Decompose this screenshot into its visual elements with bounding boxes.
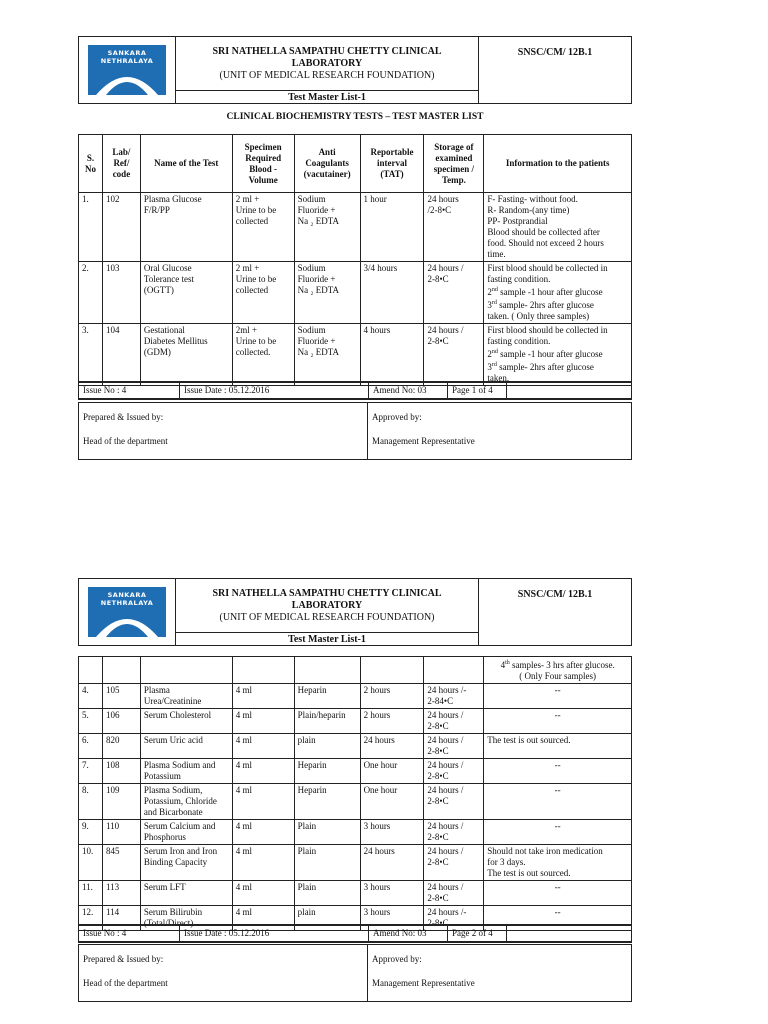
cell-volume: 2 ml + Urine to be collected: [232, 262, 294, 324]
cell-anticoagulant: Heparin: [294, 784, 360, 820]
logo-cell: [79, 37, 176, 104]
cell-storage: 24 hours / 2-8•C: [424, 881, 484, 906]
cell-volume: 4 ml: [232, 845, 294, 881]
cell-anticoagulant: plain: [294, 734, 360, 759]
cell-info: --: [484, 820, 632, 845]
cell-info: --: [484, 906, 632, 931]
cell-info: Should not take iron medication for 3 days. The test is out sourced.: [484, 845, 632, 881]
page-2-header: [78, 578, 632, 646]
cell-tat: 3 hours: [360, 820, 424, 845]
col-lab: Lab/ Ref/ code: [102, 135, 140, 193]
lab-name-line-2: LABORATORY: [291, 599, 363, 611]
cell-code: 820: [102, 734, 140, 759]
lab-unit: (UNIT OF MEDICAL RESEARCH FOUNDATION): [219, 69, 435, 81]
cell-anticoagulant: Heparin: [294, 759, 360, 784]
cell-storage: 24 hours / 2-8•C: [424, 734, 484, 759]
cell-info: First blood should be collected in fasting condition. 2nd sample -1 hour after glucose 3rd sample- 2hrs after glucose taken.: [484, 324, 632, 386]
cell-tat: 2 hours: [360, 684, 424, 709]
cell-anticoagulant: Plain: [294, 881, 360, 906]
cell-volume: 4 ml: [232, 734, 294, 759]
cell-storage: 24 hours / 2-8•C: [424, 709, 484, 734]
table-row: [79, 193, 632, 262]
col-anti: Anti Coagulants (vacutainer): [294, 135, 360, 193]
cell-info: --: [484, 759, 632, 784]
table-row: [79, 845, 632, 881]
cell-storage: 24 hours / 2-8•C: [424, 324, 484, 386]
cell-info: --: [484, 709, 632, 734]
cell-sno: 2.: [79, 262, 103, 324]
approved-block: Approved by: Management Representative: [368, 945, 632, 1002]
table-row: [79, 881, 632, 906]
prepared-block: Prepared & Issued by: Head of the department: [79, 945, 368, 1002]
cell-test-name: Plasma Urea/Creatinine: [140, 684, 232, 709]
issue-blank: [507, 382, 632, 399]
table-row: [79, 262, 632, 324]
cell-test-name: Plasma Sodium and Potassium: [140, 759, 232, 784]
cell-test-name: Plasma Glucose F/R/PP: [140, 193, 232, 262]
cell-anticoagulant: Plain: [294, 845, 360, 881]
cell-tat: One hour: [360, 784, 424, 820]
section-title: CLINICAL BIOCHEMISTRY TESTS – TEST MASTER LIST: [226, 112, 484, 122]
cell-code: 104: [102, 324, 140, 386]
issue-date: Issue Date : 05.12.2016: [180, 925, 369, 942]
cell-storage: 24 hours / 2-8•C: [424, 784, 484, 820]
cell-test-name: Plasma Sodium, Potassium, Chloride and Bicarbonate: [140, 784, 232, 820]
cell-sno: 12.: [79, 906, 103, 931]
logo-text-2: NETHRALAYA: [100, 599, 154, 607]
cell-volume: 4 ml: [232, 759, 294, 784]
cell-storage: 24 hours / 2-8•C: [424, 759, 484, 784]
table-row: [79, 784, 632, 820]
cell-anticoagulant: Sodium Fluoride + Na ₂ EDTA: [294, 193, 360, 262]
issue-bar-page-1: [78, 381, 632, 400]
cell-tat: 2 hours: [360, 709, 424, 734]
cell-sno: 6.: [79, 734, 103, 759]
lab-name-line-1: SRI NATHELLA SAMPATHU CHETTY CLINICAL: [212, 45, 442, 57]
approved-block: Approved by: Management Representative: [368, 403, 632, 460]
list-title: Test Master List-1: [176, 91, 479, 104]
page-number: Page 1 of 4: [448, 382, 507, 399]
issue-blank: [507, 925, 632, 942]
cell-storage: 24 hours /2-8•C: [424, 193, 484, 262]
table-row: [79, 734, 632, 759]
issue-no: Issue No : 4: [79, 925, 180, 942]
sankara-nethralaya-logo: [88, 45, 166, 95]
cell-tat: 24 hours: [360, 845, 424, 881]
cell-volume: 4 ml: [232, 784, 294, 820]
cell-code: 109: [102, 784, 140, 820]
table-row: [79, 709, 632, 734]
col-name: Name of the Test: [140, 135, 232, 193]
cell-info: The test is out sourced.: [484, 734, 632, 759]
cell-code: 105: [102, 684, 140, 709]
logo-text-2: NETHRALAYA: [100, 57, 154, 65]
cell-test-name: Oral Glucose Tolerance test (OGTT): [140, 262, 232, 324]
cell-tat: 1 hour: [360, 193, 424, 262]
cell-sno: 8.: [79, 784, 103, 820]
cell-storage: 24 hours /- 2-8•C: [424, 906, 484, 931]
page-number: Page 2 of 4: [448, 925, 507, 942]
cell-anticoagulant: Sodium Fluoride + Na ₂ EDTA: [294, 324, 360, 386]
cell-sno: 1.: [79, 193, 103, 262]
cell-info: F- Fasting- without food. R- Random-(any time) PP- Postprandial Blood should be collected after food. Should not exceed 2 hours time.: [484, 193, 632, 262]
cell-storage: 24 hours / 2-8•C: [424, 262, 484, 324]
table-row: [79, 759, 632, 784]
cell-tat: 3 hours: [360, 906, 424, 931]
cell-code: 103: [102, 262, 140, 324]
cell-test-name: Gestational Diabetes Mellitus (GDM): [140, 324, 232, 386]
cell-tat: 3/4 hours: [360, 262, 424, 324]
cell-sno: 10.: [79, 845, 103, 881]
cell-info: --: [484, 881, 632, 906]
cell-tat: One hour: [360, 759, 424, 784]
page-1-header: [78, 36, 632, 104]
col-info: Information to the patients: [484, 135, 632, 193]
amend-no: Amend No: 03: [369, 925, 448, 942]
lab-name-line-2: LABORATORY: [291, 57, 363, 69]
table-header-row: [79, 135, 632, 193]
cell-code: 110: [102, 820, 140, 845]
cell-volume: 4 ml: [232, 709, 294, 734]
table-row-continuation: [79, 657, 632, 684]
col-specimen: Specimen Required Blood - Volume: [232, 135, 294, 193]
cell-info: --: [484, 684, 632, 709]
cell-sno: 4.: [79, 684, 103, 709]
approval-block-page-1: [78, 402, 632, 460]
cell-code: 102: [102, 193, 140, 262]
cell-code: 106: [102, 709, 140, 734]
prepared-block: Prepared & Issued by: Head of the department: [79, 403, 368, 460]
cell-anticoagulant: Sodium Fluoride + Na ₂ EDTA: [294, 262, 360, 324]
cell-volume: 4 ml: [232, 881, 294, 906]
cell-sno: 11.: [79, 881, 103, 906]
sankara-nethralaya-logo: [88, 587, 166, 637]
cell-sno: 9.: [79, 820, 103, 845]
lab-name: [176, 579, 479, 633]
col-storage: Storage of examined specimen / Temp.: [424, 135, 484, 193]
cell-info: --: [484, 784, 632, 820]
table-row: [79, 324, 632, 386]
doc-code: SNSC/CM/ 12B.1: [479, 579, 632, 646]
cell-test-name: Serum Calcium and Phosphorus: [140, 820, 232, 845]
cell-volume: 4 ml: [232, 684, 294, 709]
cell-code: 114: [102, 906, 140, 931]
test-table-page-2: [78, 656, 632, 931]
test-table-page-1: [78, 134, 632, 386]
list-title: Test Master List-1: [176, 633, 479, 646]
cell-anticoagulant: plain: [294, 906, 360, 931]
lab-unit: (UNIT OF MEDICAL RESEARCH FOUNDATION): [219, 611, 435, 623]
cell-volume: 4 ml: [232, 906, 294, 931]
issue-bar-page-2: [78, 924, 632, 943]
cell-storage: 24 hours /- 2-84•C: [424, 684, 484, 709]
cell-storage: 24 hours / 2-8•C: [424, 845, 484, 881]
cell-storage: 24 hours / 2-8•C: [424, 820, 484, 845]
cell-tat: 4 hours: [360, 324, 424, 386]
cell-sno: 3.: [79, 324, 103, 386]
cell-anticoagulant: Plain/heparin: [294, 709, 360, 734]
lab-name-line-1: SRI NATHELLA SAMPATHU CHETTY CLINICAL: [212, 587, 442, 599]
amend-no: Amend No: 03: [369, 382, 448, 399]
table-row: [79, 820, 632, 845]
cell-tat: 24 hours: [360, 734, 424, 759]
cell-test-name: Serum Bilirubin (Total/Direct): [140, 906, 232, 931]
lab-name: [176, 37, 479, 91]
cell-test-name: Serum Uric acid: [140, 734, 232, 759]
cell-tat: 3 hours: [360, 881, 424, 906]
cell-anticoagulant: Plain: [294, 820, 360, 845]
logo-cell: [79, 579, 176, 646]
cell-anticoagulant: Heparin: [294, 684, 360, 709]
table-row: [79, 684, 632, 709]
cell-sno: 7.: [79, 759, 103, 784]
logo-text-1: SANKARA: [107, 49, 147, 57]
cell-info: First blood should be collected in fasting condition. 2nd sample -1 hour after glucose 3rd sample- 2hrs after glucose taken. ( Only three samples): [484, 262, 632, 324]
cell-volume: 2ml + Urine to be collected.: [232, 324, 294, 386]
cell-sno: 5.: [79, 709, 103, 734]
doc-code: SNSC/CM/ 12B.1: [479, 37, 632, 104]
col-tat: Reportable interval (TAT): [360, 135, 424, 193]
issue-no: Issue No : 4: [79, 382, 180, 399]
cell-code: 845: [102, 845, 140, 881]
issue-date: Issue Date : 05.12.2016: [180, 382, 369, 399]
col-sno: S. No: [79, 135, 103, 193]
approval-block-page-2: [78, 944, 632, 1002]
logo-text-1: SANKARA: [107, 591, 147, 599]
cell-test-name: Serum Iron and Iron Binding Capacity: [140, 845, 232, 881]
cell-code: 113: [102, 881, 140, 906]
cell-test-name: Serum LFT: [140, 881, 232, 906]
cell-code: 108: [102, 759, 140, 784]
cell-volume: 2 ml + Urine to be collected: [232, 193, 294, 262]
cell-test-name: Serum Cholesterol: [140, 709, 232, 734]
cell-volume: 4 ml: [232, 820, 294, 845]
info-continuation: 4th samples- 3 hrs after glucose. ( Only Four samples): [484, 657, 632, 684]
